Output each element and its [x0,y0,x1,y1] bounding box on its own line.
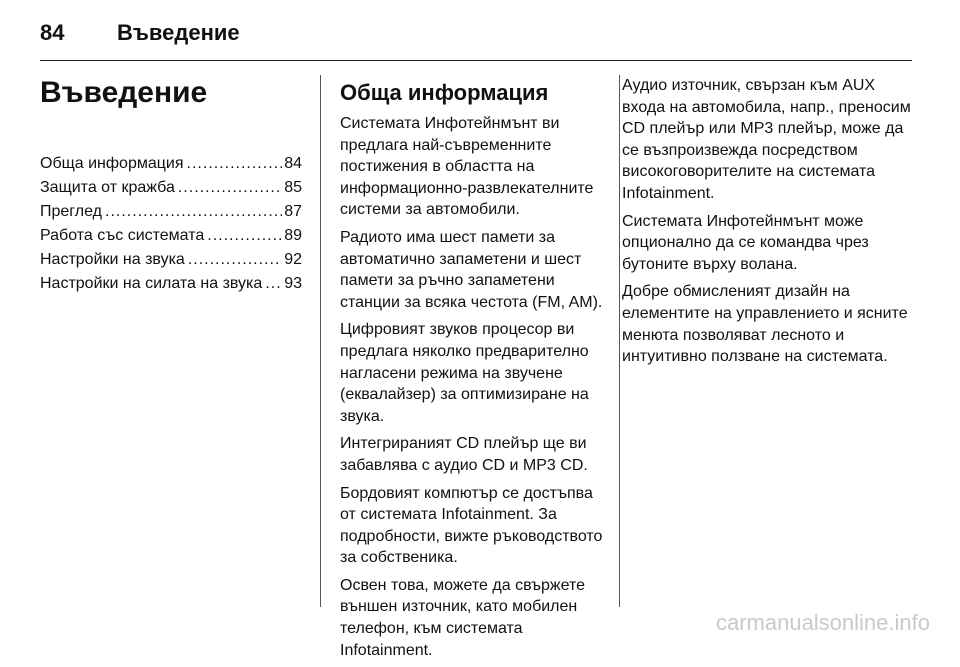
toc-entry[interactable] [40,273,302,297]
toc-entry-label: Обща информация [40,155,184,172]
toc-column [40,75,302,297]
toc-leader [207,225,282,247]
toc-entry-label: Работа със системата [40,227,205,244]
section-title: Обща информация [340,80,549,105]
page-number: 84 [40,20,65,45]
body-paragraph: Интегрираният CD плейър ще ви забавлява с аудио CD и MP3 CD. [340,435,588,474]
toc-entry-label: Преглед [40,203,102,220]
toc-leader [105,201,282,223]
header-divider [40,60,912,61]
body-column-2 [622,75,912,374]
chapter-title: Въведение [40,76,208,109]
body-paragraph: Радиото има шест памети за автоматично запаметени и шест памети за ръчно запаметени станции за всяка честота (FM, AM). [340,228,603,311]
toc-entry[interactable] [40,177,302,201]
toc-leader [188,249,282,271]
toc-entry-label: Настройки на силата на звука [40,275,263,292]
toc-entry-page: 87 [284,203,302,220]
watermark: carmanualsonline.info [715,610,930,635]
toc-entry-page: 93 [284,275,302,292]
toc-entry-page: 92 [284,251,302,268]
body-paragraph: Системата Инфотейнмънт може опционално да се командва чрез бутоните върху волана. [622,212,869,273]
body-paragraph: Освен това, можете да свържете външен източник, като мобилен телефон, към системата Infotainment. [340,576,586,659]
toc-entry-label: Настройки на звука [40,251,185,268]
running-title: Въведение [117,20,240,45]
toc-entry-page: 89 [284,227,302,244]
toc-leader [178,177,282,199]
column-divider [320,75,321,607]
toc-leader [187,153,283,175]
column-divider [619,75,620,607]
toc-entry[interactable] [40,153,302,177]
toc-leader [265,273,282,295]
toc-entry-label: Защита от кражба [40,179,175,196]
body-paragraph: Цифровият звуков процесор ви предлага няколко предварително нагласени режима на звучене (еквалайзер) за оптимизиране на звука. [340,321,589,425]
body-paragraph: Аудио източник, свързан към AUX входа на автомобила, напр., преносим CD плейър или MP3 плейър, може да се възпроизвежда посредством високоговорителите на системата Infotainment. [622,77,911,202]
table-of-contents [40,153,302,297]
toc-entry[interactable] [40,201,302,225]
toc-entry[interactable] [40,249,302,273]
toc-entry[interactable] [40,225,302,249]
body-paragraph: Системата Инфотейнмънт ви предлага най-съвременните постижения в областта на информационно-развлекателните системи за автомобили. [340,115,594,219]
body-paragraph: Добре обмисленият дизайн на елементите на управлението и ясните менюта позволяват лесното и интуитивно ползване на системата. [622,283,908,366]
toc-entry-page: 85 [284,179,302,196]
body-column-1 [340,75,606,667]
body-paragraph: Бордовият компютър се достъпва от системата Infotainment. За подробности, вижте ръководството за собственика. [340,484,603,567]
page-header [40,15,240,51]
toc-entry-page: 84 [284,155,302,172]
